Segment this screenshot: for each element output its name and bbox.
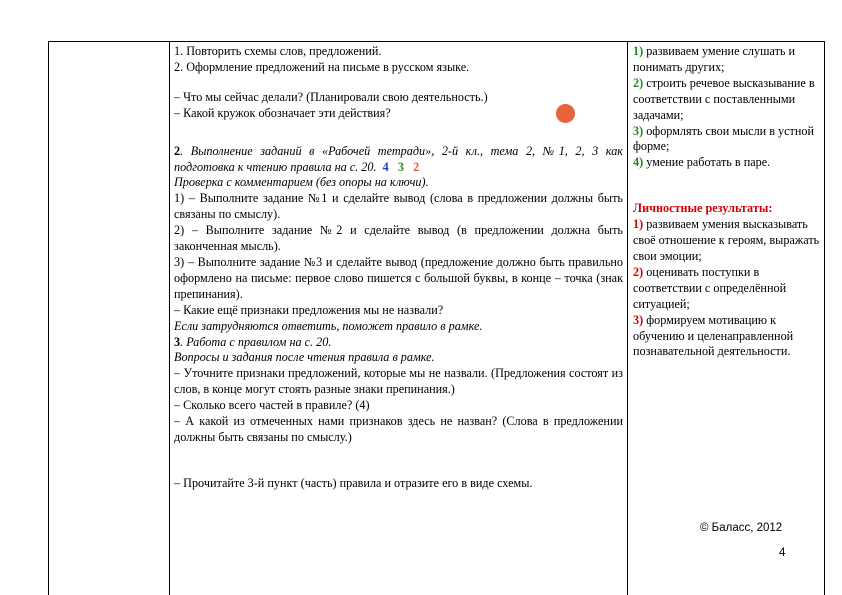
personal-result-3-number: 3) (633, 312, 644, 327)
task-3-number: 3 (174, 334, 181, 349)
task-number-2: 2 (413, 159, 420, 174)
comm-result-1 (633, 44, 821, 76)
task-2-number: 2 (174, 143, 181, 158)
copyright-notice: © Баласс, 2012 (700, 522, 783, 534)
comm-result-4-number: 4) (633, 155, 644, 170)
task-2 (174, 144, 623, 176)
exercise-2: 2) – Выполните задание №2 и сделайте вывод (в предложении должна быть законченная мысль). (174, 223, 623, 254)
comm-result-3 (633, 124, 821, 156)
comm-result-1-number: 1) (633, 44, 644, 58)
question-which-circle: – Какой кружок обозначает эти действия? (174, 105, 391, 120)
task-3 (174, 335, 623, 351)
question-what-did: – Что мы сейчас делали? (Планировали свою деятельность.) (174, 89, 488, 104)
question-specify: – Уточните признаки предложений, которые мы не назвали. (Предложения состоят из слов, в конце могут стоять разные знаки препинания.) (174, 366, 623, 397)
results-column (633, 44, 821, 360)
instruction-read-point: – Прочитайте 3-й пункт (часть) правила и отразите его в виде схемы. (174, 475, 533, 490)
hint-note: Если затрудняются ответить, поможет правило в рамке. (174, 318, 483, 333)
personal-result-3-text: формируем мотивацию к обучению и целенаправленной познавательной деятельности. (633, 312, 794, 359)
personal-result-2-number: 2) (633, 264, 644, 279)
task-3-text: . Работа с правилом на с. 20. (180, 334, 332, 349)
personal-results-heading: Личностные результаты: (633, 201, 773, 216)
lesson-activities-column (174, 44, 623, 492)
comm-result-3-number: 3) (633, 123, 644, 138)
task-number-4: 4 (382, 159, 389, 174)
exercise-1: 1) – Выполните задание №1 и сделайте вывод (слова в предложении должны быть связаны по смыслу). (174, 191, 623, 222)
comm-result-3-text: оформлять свои мысли в устной форме; (633, 123, 815, 154)
task-number-3: 3 (397, 159, 404, 174)
question-missing-sign: – А какой из отмеченных нами признаков здесь не назван? (Слова в предложении должны быть связаны по смыслу.) (174, 414, 623, 444)
personal-result-2-text: оценивать поступки в соответствии с определённой ситуацией; (633, 264, 787, 311)
question-parts: – Сколько всего частей в правиле? (4) (174, 398, 370, 413)
exercise-3: 3) – Выполните задание №3 и сделайте вывод (предложение должно быть правильно оформлено на письме: первое слово пишется с большой буквы, в конце – точка (знак препинания). (174, 254, 623, 301)
questions-note: Вопросы и задания после чтения правила в рамке. (174, 350, 435, 365)
question-other-signs: – Какие ещё признаки предложения мы не назвали? (174, 302, 444, 317)
comm-result-4-text: умение работать в паре. (643, 155, 771, 170)
check-note: Проверка с комментарием (без опоры на ключи). (174, 175, 429, 190)
comm-result-1-text: развиваем умение слушать и понимать других; (633, 44, 796, 74)
personal-result-1 (633, 217, 821, 265)
personal-result-3 (633, 313, 821, 361)
column-divider-2 (627, 41, 628, 595)
personal-result-2 (633, 265, 821, 313)
table-left-border (48, 41, 49, 595)
comm-result-2-number: 2) (633, 75, 644, 90)
table-right-border (824, 41, 825, 595)
column-divider-1 (169, 41, 170, 595)
comm-result-2 (633, 76, 821, 124)
task-2-text: . Выполнение заданий в «Рабочей тетради», 2-й кл., тема 2, №1, 2, 3 как подготовка к чтению правила на с. 20. (174, 143, 623, 174)
step-1: 1. Повторить схемы слов, предложений. (174, 44, 382, 58)
step-2: 2. Оформление предложений на письме в русском языке. (174, 59, 470, 74)
comm-result-4 (633, 155, 821, 171)
page-number: 4 (779, 547, 786, 559)
personal-result-1-text: развиваем умения высказывать своё отношение к героям, выражать свои эмоции; (633, 217, 820, 263)
comm-result-2-text: строить речевое высказывание в соответствии с поставленными задачами; (633, 75, 815, 122)
table-top-border (48, 41, 825, 42)
personal-result-1-number: 1) (633, 217, 644, 232)
